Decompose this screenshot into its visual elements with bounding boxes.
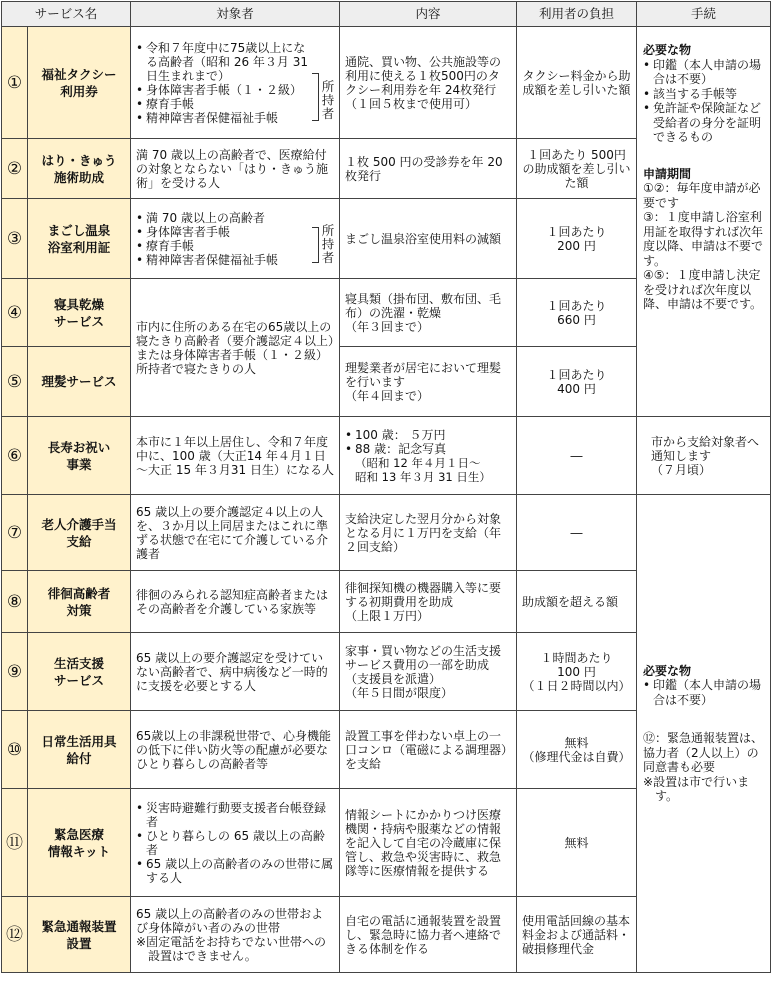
- target-note: 所持者: [320, 224, 336, 265]
- period-line: ①②：毎年度申請が必要です: [643, 181, 761, 210]
- service-name: 緊急通報装置 設置: [28, 897, 131, 973]
- target-note: 所持者: [320, 80, 336, 121]
- target-cell: 65 歳以上の要介護認定４以上の人を、３か月以上同居またはこれに準ずる状態で在宅にて介護している介護者: [131, 495, 340, 571]
- burden-cell: 無料 （修理代金は自費）: [517, 711, 637, 789]
- service-name: 日常生活用具 給付: [28, 711, 131, 789]
- burden-cell: １回あたり 200 円: [517, 199, 637, 279]
- content-cell: １枚 500 円の受診券を年 20 枚発行: [340, 139, 517, 199]
- burden-cell: １回あたり 400 円: [517, 347, 637, 417]
- list-item: • 100 歳： ５万円: [345, 428, 511, 442]
- need-title: 必要な物: [643, 43, 692, 57]
- list-item: • 印鑑（本人申請の場合は不要）: [643, 58, 764, 87]
- content-cell: 設置工事を伴わない卓上の一口コンロ（電磁による調理器）を支給: [340, 711, 517, 789]
- list-item: • 令和７年度中に75歳以上になる高齢者（昭和 26 年３月 31 日生まれまで）: [136, 41, 312, 83]
- header-procedure: 手続: [637, 2, 771, 27]
- row-number: ⑩: [2, 711, 28, 789]
- table-row: [2, 27, 771, 139]
- target-cell: 65歳以上の非課税世帯で、心身機能の低下に伴い防火等の配慮が必要なひとり暮らしの高齢者等: [131, 711, 340, 789]
- list-item: • 満 70 歳以上の高齢者: [136, 211, 312, 225]
- list-item: • 免許証や保険証など受給者の身分を証明できるもの: [643, 101, 764, 145]
- header-burden: 利用者の負担: [517, 2, 637, 27]
- header-target: 対象者: [131, 2, 340, 27]
- burden-cell: 助成額を超える額: [517, 571, 637, 633]
- row-number: ④: [2, 279, 28, 347]
- bracket-line: [312, 227, 319, 263]
- service-name: 老人介護手当 支給: [28, 495, 131, 571]
- service-name: 緊急医療 情報キット: [28, 789, 131, 897]
- content-cell: 情報シートにかかりつけ医療機関・持病や服薬などの情報を記入して自宅の冷蔵庫に保管し、救急や災害時に、救急隊等に医療情報を提供する: [340, 789, 517, 897]
- procedure-note: ⑫：緊急通報装置は、協力者（2人以上）の同意書も必要: [643, 731, 764, 774]
- list-item: • 精神障害者保健福祉手帳: [136, 111, 312, 125]
- list-item: • 身体障害者手帳: [136, 225, 312, 239]
- row-number: ⑫: [2, 897, 28, 973]
- row-number: ⑨: [2, 633, 28, 711]
- burden-cell: タクシー料金から助成額を差し引いた額: [517, 27, 637, 139]
- row-number: ②: [2, 139, 28, 199]
- row-number: ⑥: [2, 417, 28, 495]
- service-name: 徘徊高齢者 対策: [28, 571, 131, 633]
- header-service: サービス名: [2, 2, 131, 27]
- content-cell: 通院、買い物、公共施設等の利用に使える１枚500円のタクシー利用券を年 24枚発行 （１回５枚まで使用可）: [340, 27, 517, 139]
- target-cell: 本市に１年以上居住し、令和７年度中に、100 歳（大正14 年４月１日～大正 15 年３月31 日生）になる人: [131, 417, 340, 495]
- list-item: • 療育手帳: [136, 239, 312, 253]
- list-item: • 療育手帳: [136, 97, 312, 111]
- row-number: ⑧: [2, 571, 28, 633]
- target-cell: 徘徊のみられる認知症高齢者またはその高齢者を介護している家族等: [131, 571, 340, 633]
- procedure-note: ※設置は市で行います。: [643, 774, 750, 803]
- content-cell: 自宅の電話に通報装置を設置し、緊急時に協力者へ連絡できる体制を作る: [340, 897, 517, 973]
- content-cell: 家事・買い物などの生活支援サービス費用の一部を助成（支援員を派遣） （年５日間が限度）: [340, 633, 517, 711]
- service-name: 寝具乾燥 サービス: [28, 279, 131, 347]
- procedure-cell: 市から支給対象者へ通知します （７月頃）: [637, 417, 771, 495]
- procedure-cell-a: [637, 27, 771, 417]
- burden-cell: １回あたり 500円の助成額を差し引いた額: [517, 139, 637, 199]
- list-item: • ひとり暮らしの 65 歳以上の高齢者: [136, 829, 334, 857]
- row-number: ⑪: [2, 789, 28, 897]
- period-title: 申請期間: [643, 166, 692, 181]
- header-row: [2, 2, 771, 27]
- burden-cell: 使用電話回線の基本料金および通話料・破損修理代金: [517, 897, 637, 973]
- table-row: [2, 417, 771, 495]
- burden-cell: １回あたり 660 円: [517, 279, 637, 347]
- list-item: • 88 歳：記念写真: [345, 442, 511, 456]
- service-name: まごし温泉 浴室利用証: [28, 199, 131, 279]
- row-number: ①: [2, 27, 28, 139]
- target-cell: 満 70 歳以上の高齢者で、医療給付の対象とならない「はり・きゅう施術」を受ける人: [131, 139, 340, 199]
- burden-cell: ―: [517, 417, 637, 495]
- procedure-cell-b: [637, 495, 771, 973]
- target-cell: [131, 789, 340, 897]
- list-item: • 印鑑（本人申請の場合は不要）: [643, 678, 764, 707]
- service-name: はり・きゅう 施術助成: [28, 139, 131, 199]
- target-cell: 65 歳以上の要介護認定を受けていない高齢者で、病中病後など一時的に支援を必要とする人: [131, 633, 340, 711]
- row-number: ⑤: [2, 347, 28, 417]
- content-cell: 理髪業者が居宅において理髪を行います （年４回まで）: [340, 347, 517, 417]
- list-item: • 災害時避難行動要支援者台帳登録者: [136, 801, 334, 829]
- target-note: ※固定電話をお持ちでない世帯への設置はできません。: [136, 934, 326, 963]
- content-cell: 徘徊探知機の機器購入等に要する初期費用を助成 （上限１万円）: [340, 571, 517, 633]
- content-cell: まごし温泉浴室使用料の減額: [340, 199, 517, 279]
- service-name: 長寿お祝い 事業: [28, 417, 131, 495]
- bracket-line: [312, 73, 319, 121]
- target-cell: [131, 897, 340, 973]
- content-cell: [340, 417, 517, 495]
- service-name: 理髪サービス: [28, 347, 131, 417]
- list-item: • 身体障害者手帳（１・２級）: [136, 83, 312, 97]
- burden-cell: １時間あたり 100 円 （１日２時間以内）: [517, 633, 637, 711]
- list-item: • 該当する手帳等: [643, 87, 764, 102]
- target-cell: 市内に住所のある在宅の65歳以上の寝たきり高齢者（要介護認定４以上）または身体障害者手帳（１・２級）所持者で寝たきりの人: [131, 279, 340, 417]
- period-line: ④⑤：１度申請し決定を受ければ次年度以降、申請は不要です。: [643, 268, 763, 311]
- service-name: 福祉タクシー 利用券: [28, 27, 131, 139]
- service-table: [1, 1, 771, 973]
- target-cell: [131, 199, 340, 279]
- header-content: 内容: [340, 2, 517, 27]
- service-name: 生活支援 サービス: [28, 633, 131, 711]
- list-item: • 精神障害者保健福祉手帳: [136, 253, 312, 267]
- list-item: • 65 歳以上の高齢者のみの世帯に属する人: [136, 857, 334, 885]
- target-text: 65 歳以上の高齢者のみの世帯および身体障がい者のみの世帯: [136, 906, 324, 935]
- target-cell: [131, 27, 340, 139]
- burden-cell: ―: [517, 495, 637, 571]
- need-title: 必要な物: [643, 663, 692, 678]
- row-number: ⑦: [2, 495, 28, 571]
- table-row: [2, 495, 771, 571]
- period-line: ③：１度申請し浴室利用証を取得すれば次年度以降、申請は不要です。: [643, 210, 764, 268]
- content-sub: （昭和 12 年４月１日～ 昭和 13 年３月 31 日生）: [355, 455, 491, 484]
- row-number: ③: [2, 199, 28, 279]
- burden-cell: 無料: [517, 789, 637, 897]
- content-cell: 支給決定した翌月分から対象となる月に１万円を支給（年２回支給）: [340, 495, 517, 571]
- content-cell: 寝具類（掛布団、敷布団、毛布）の洗濯・乾燥 （年３回まで）: [340, 279, 517, 347]
